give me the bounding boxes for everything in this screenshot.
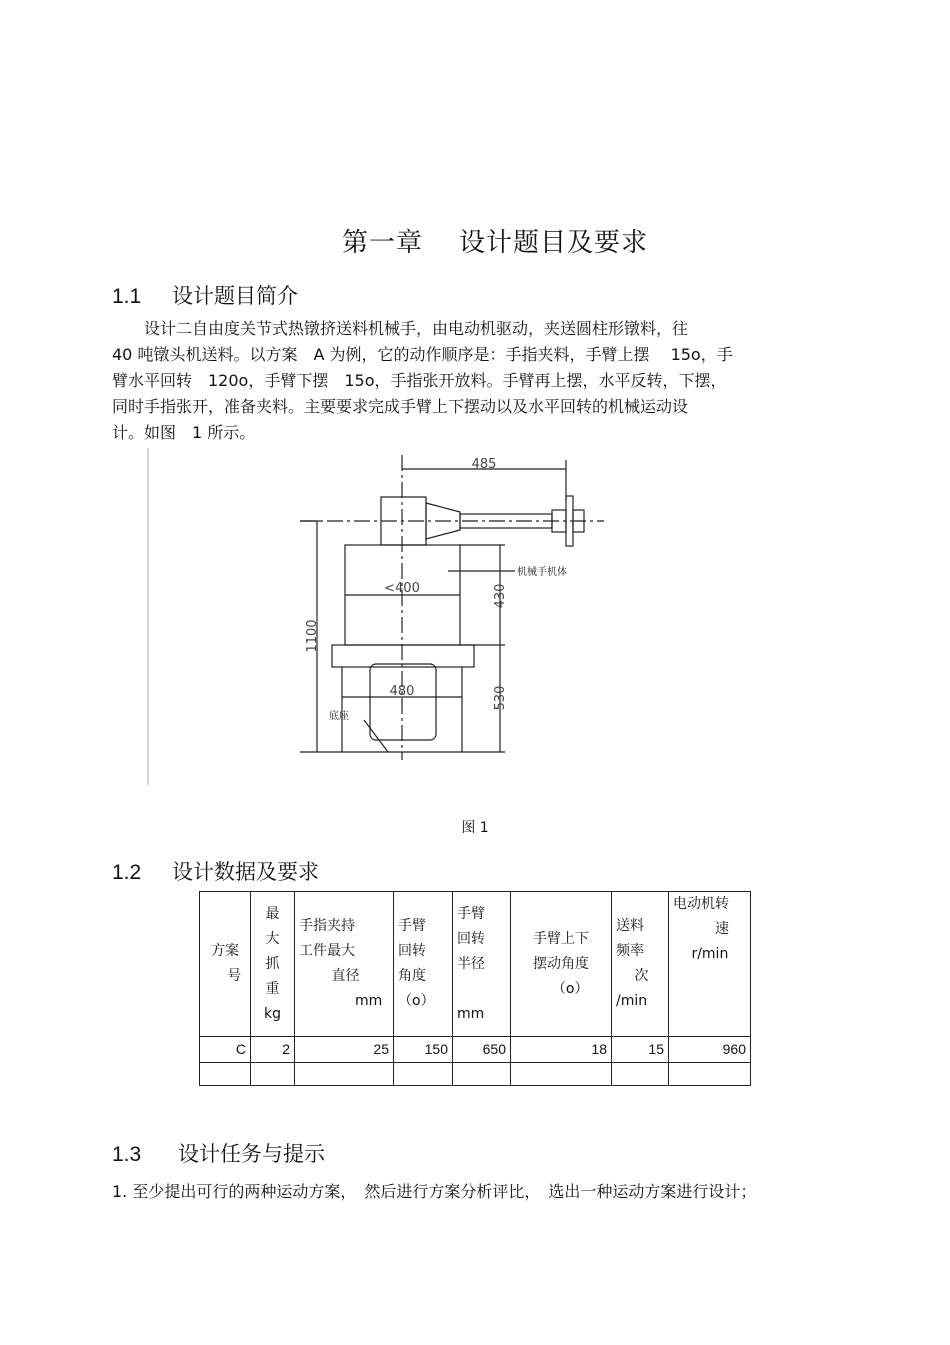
table-cell: C	[200, 1037, 251, 1063]
table-header-cell: 送料 频率 次 /min	[612, 892, 669, 1037]
table-cell: 18	[511, 1037, 612, 1063]
table-header-cell: 方案 号	[200, 892, 251, 1037]
section-heading-1-2	[112, 856, 319, 886]
chapter-number: 第一章	[341, 228, 423, 258]
chapter-title: 设计题目及要求	[459, 228, 649, 258]
figure-1-drawing	[140, 440, 620, 790]
section-title: 设计题目简介	[172, 284, 298, 308]
table-header-cell: 手臂上下 摆动角度 （o）	[511, 892, 612, 1037]
table-header-cell: 最 大 抓 重 kg	[251, 892, 295, 1037]
table-cell: 150	[394, 1037, 453, 1063]
section-title: 设计任务与提示	[178, 1142, 325, 1166]
task-item-1: 1. 至少提出可行的两种运动方案， 然后进行方案分析评比， 选出一种运动方案进行设计；	[112, 1182, 757, 1201]
body-label: 机械手机体	[517, 567, 567, 578]
base-opening	[370, 664, 436, 740]
dim-480-label: 480	[389, 684, 415, 699]
table-header-cell: 电动机转 速 r/min	[669, 892, 751, 1037]
dim-400-label: <400	[384, 581, 420, 596]
table-row	[200, 1037, 751, 1063]
dim-485-label: 485	[471, 457, 497, 472]
section-heading-1-3	[112, 1138, 325, 1168]
section-heading-1-1	[112, 280, 298, 310]
dim-430-label: 430	[493, 583, 508, 609]
intro-line: 40 吨镦头机送料。以方案 A 为例，它的动作顺序是：手指夹料，手臂上摆 15o，手	[112, 345, 733, 364]
section-number: 1.3	[112, 1143, 142, 1166]
section-title: 设计数据及要求	[172, 860, 319, 884]
table-header-cell: 手臂 回转 半径 mm	[453, 892, 511, 1037]
intro-line: 臂水平回转 120o，手臂下摆 15o，手指张开放料。手臂再上摆，水平反转，下摆，	[112, 371, 727, 390]
table-cell: 650	[453, 1037, 511, 1063]
table-cell: 15	[612, 1037, 669, 1063]
table-row-empty	[200, 1063, 751, 1086]
chapter-heading	[0, 222, 950, 259]
base-label: 底座	[329, 711, 349, 722]
intro-line: 设计二自由度关节式热镦挤送料机械手，由电动机驱动，夹送圆柱形镦料，往	[112, 319, 689, 338]
design-data-table	[199, 891, 751, 1086]
table-header-cell: 手臂 回转 角度 （o）	[394, 892, 453, 1037]
table-header-row	[200, 892, 751, 1037]
table-header-cell: 手指夹持 工件最大 直径 mm	[295, 892, 394, 1037]
table-cell: 960	[669, 1037, 751, 1063]
intro-line: 计。如图 1 所示。	[112, 423, 256, 442]
figure-caption: 图 1	[461, 820, 489, 836]
section-number: 1.2	[112, 861, 142, 884]
intro-paragraph	[112, 316, 812, 446]
dim-1100-label: 1100	[305, 619, 320, 653]
table-cell: 2	[251, 1037, 295, 1063]
section-number: 1.1	[112, 285, 142, 308]
dim-530-label: 530	[493, 685, 508, 711]
table-cell: 25	[295, 1037, 394, 1063]
base-leader	[364, 720, 388, 752]
intro-line: 同时手指张开，准备夹料。主要要求完成手臂上下摆动以及水平回转的机械运动设	[112, 397, 689, 416]
